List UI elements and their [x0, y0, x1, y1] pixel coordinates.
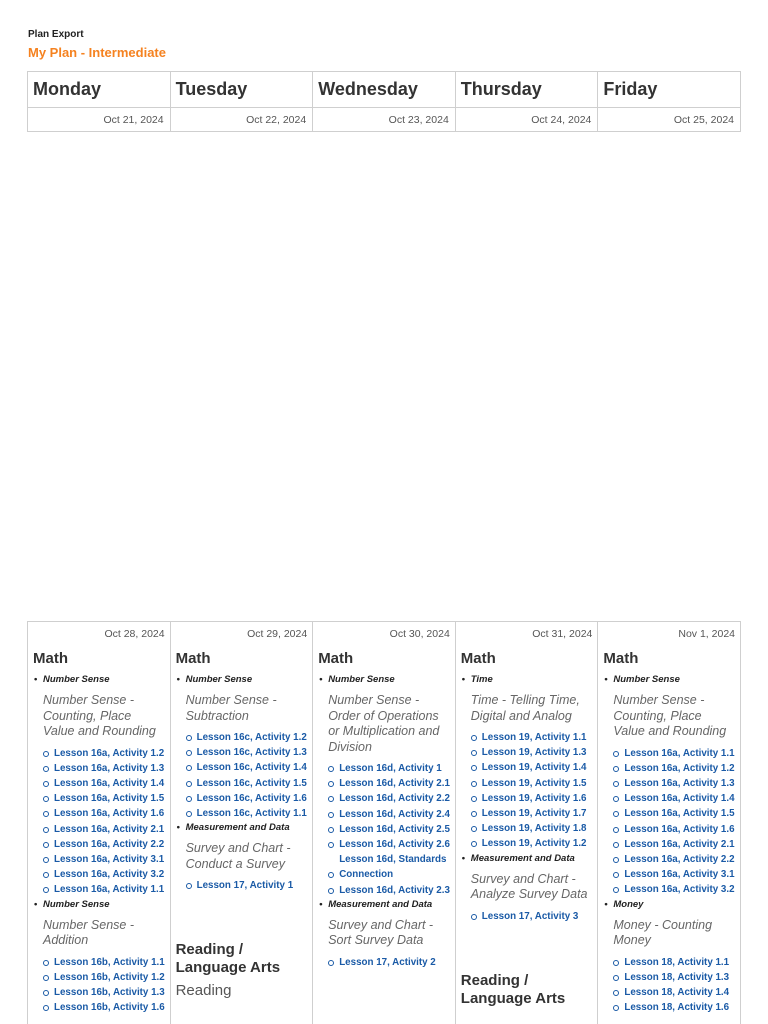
topic-title: Number Sense - Counting, Place Value and Rounding — [613, 693, 727, 738]
strand-label: • Number Sense — [176, 673, 308, 687]
topic-title: Number Sense - Counting, Place Value and Rounding — [43, 693, 156, 738]
subject-heading: Math — [318, 650, 354, 667]
activity-link[interactable]: Lesson 16a, Activity 1.5 — [43, 791, 165, 806]
activity-link[interactable]: Lesson 16a, Activity 2.2 — [613, 852, 735, 867]
activity-link[interactable]: Lesson 16d, Activity 2.6 — [328, 837, 450, 852]
activity-link[interactable]: Lesson 16c, Activity 1.5 — [186, 776, 308, 791]
strand-label: • Number Sense — [603, 673, 735, 687]
activity-link[interactable]: Lesson 16c, Activity 1.1 — [186, 806, 308, 821]
activity-link[interactable]: Lesson 18, Activity 1.4 — [613, 985, 735, 1000]
strand-label: • Number Sense — [33, 898, 165, 912]
activity-link[interactable]: Lesson 16a, Activity 1.6 — [43, 806, 165, 821]
activity-link[interactable]: Lesson 16a, Activity 1.1 — [43, 882, 165, 897]
export-label: Plan Export — [28, 29, 84, 40]
day-cell-friday — [598, 622, 741, 1024]
activity-list — [471, 730, 593, 852]
activity-list — [43, 955, 165, 1016]
activity-link[interactable]: Lesson 16a, Activity 2.1 — [43, 822, 165, 837]
date-label: Oct 28, 2024 — [104, 628, 165, 640]
activity-list — [613, 746, 735, 898]
activity-link[interactable]: Lesson 16c, Activity 1.3 — [186, 745, 308, 760]
day-header-monday: Monday — [28, 72, 171, 108]
date-label: Oct 30, 2024 — [389, 628, 450, 640]
activity-link[interactable]: Lesson 19, Activity 1.8 — [471, 821, 593, 836]
day-cell-tuesday — [170, 622, 313, 1024]
day-cell-wednesday — [313, 622, 456, 1024]
activity-link[interactable]: Lesson 16d, Activity 2.5 — [328, 822, 450, 837]
strand-label: • Measurement and Data — [176, 821, 308, 835]
topic-title: Survey and Chart - Analyze Survey Data — [470, 871, 588, 902]
activity-link[interactable]: Lesson 16a, Activity 1.2 — [43, 746, 165, 761]
activity-link[interactable]: Lesson 16a, Activity 2.1 — [613, 837, 735, 852]
activity-link[interactable]: Lesson 18, Activity 1.1 — [613, 955, 735, 970]
activity-link[interactable]: Lesson 16d, Activity 2.4 — [328, 807, 450, 822]
activity-link[interactable]: Lesson 16d, Activity 2.1 — [328, 776, 450, 791]
activity-link[interactable]: Lesson 19, Activity 1.2 — [471, 836, 593, 851]
date-label: Nov 1, 2024 — [678, 628, 735, 640]
date-cell: Oct 23, 2024 — [313, 108, 456, 132]
activity-link[interactable]: Lesson 16a, Activity 1.6 — [613, 822, 735, 837]
activity-link[interactable]: Lesson 16a, Activity 3.1 — [43, 852, 165, 867]
activity-link[interactable]: Lesson 16a, Activity 1.5 — [613, 806, 735, 821]
activity-list — [613, 955, 735, 1016]
activity-link[interactable]: Lesson 19, Activity 1.3 — [471, 745, 593, 760]
activity-link[interactable]: Lesson 16a, Activity 1.3 — [613, 776, 735, 791]
day-header-tuesday: Tuesday — [170, 72, 313, 108]
strand-label: • Money — [603, 898, 735, 912]
day-cell-thursday — [455, 622, 598, 1024]
topic-title: Survey and Chart - Sort Survey Data — [328, 917, 434, 948]
activity-link[interactable]: Lesson 16a, Activity 1.1 — [613, 746, 735, 761]
topic-title: Money - Counting Money — [613, 917, 713, 948]
subject-heading: Math — [460, 650, 496, 667]
activity-list — [328, 955, 450, 970]
week-table-2 — [27, 621, 741, 1024]
topic-title: Number Sense - Subtraction — [185, 693, 277, 723]
activity-link[interactable]: Lesson 16d, Activity 2.3 — [328, 883, 450, 898]
strand-label: • Time — [461, 673, 593, 687]
subject-heading: Math — [175, 650, 211, 667]
activity-link[interactable]: Lesson 19, Activity 1.7 — [471, 806, 593, 821]
strand-label: • Number Sense — [33, 673, 165, 687]
activity-link[interactable]: Lesson 16a, Activity 3.2 — [613, 882, 735, 897]
activity-link[interactable]: Lesson 16a, Activity 2.2 — [43, 837, 165, 852]
activity-link[interactable]: Lesson 17, Activity 1 — [186, 878, 308, 893]
activity-link[interactable]: Lesson 16d, Activity 2.2 — [328, 791, 450, 806]
topic-title: Reading — [175, 982, 232, 1000]
day-header-friday: Friday — [598, 72, 741, 108]
activity-link[interactable]: Lesson 18, Activity 1.3 — [613, 970, 735, 985]
date-cell: Oct 25, 2024 — [598, 108, 741, 132]
activity-link[interactable]: Lesson 16b, Activity 1.1 — [43, 955, 165, 970]
activity-list — [328, 852, 450, 867]
date-label: Oct 29, 2024 — [247, 628, 308, 640]
activity-link[interactable]: Lesson 17, Activity 3 — [471, 909, 593, 924]
subject-heading: Math — [603, 650, 639, 667]
date-cell: Oct 22, 2024 — [170, 108, 313, 132]
activity-list — [328, 761, 450, 852]
subject-heading: Reading / Language Arts — [460, 971, 566, 1007]
activity-list — [328, 867, 450, 897]
day-cell-monday — [28, 622, 171, 1024]
activity-link[interactable]: Lesson 16b, Activity 1.3 — [43, 985, 165, 1000]
activity-link[interactable]: Lesson 19, Activity 1.4 — [471, 760, 593, 775]
activity-link[interactable]: Lesson 19, Activity 1.1 — [471, 730, 593, 745]
strand-label: • Measurement and Data — [318, 898, 450, 912]
activity-link[interactable]: Lesson 18, Activity 1.6 — [613, 1000, 735, 1015]
activity-list — [43, 746, 165, 898]
date-cell: Oct 21, 2024 — [28, 108, 171, 132]
activity-list — [471, 909, 593, 924]
activity-link[interactable]: Lesson 16c, Activity 1.2 — [186, 730, 308, 745]
activity-link[interactable]: Lesson 16c, Activity 1.4 — [186, 760, 308, 775]
activity-link[interactable]: Lesson 16c, Activity 1.6 — [186, 791, 308, 806]
activity-link[interactable]: Lesson 16d, Standards — [339, 854, 447, 866]
topic-title: Time - Telling Time, Digital and Analog — [470, 693, 580, 723]
date-cell: Oct 24, 2024 — [455, 108, 598, 132]
day-header-wednesday: Wednesday — [313, 72, 456, 108]
activity-link[interactable]: Lesson 16a, Activity 3.1 — [613, 867, 735, 882]
activity-link[interactable]: Lesson 16a, Activity 1.4 — [43, 776, 165, 791]
activity-list — [186, 878, 308, 893]
day-header-thursday: Thursday — [455, 72, 598, 108]
activity-link[interactable]: Lesson 19, Activity 1.5 — [471, 776, 593, 791]
activity-link[interactable]: Lesson 16b, Activity 1.6 — [43, 1000, 165, 1015]
activity-link[interactable]: Lesson 17, Activity 2 — [328, 955, 450, 970]
activity-link[interactable]: Lesson 16a, Activity 3.2 — [43, 867, 165, 882]
topic-title: Number Sense - Order of Operations or Multiplication and Division — [328, 693, 440, 754]
topic-title: Number Sense - Addition — [43, 917, 135, 948]
activity-link[interactable]: Lesson 16b, Activity 1.2 — [43, 970, 165, 985]
strand-label: • Measurement and Data — [461, 852, 593, 866]
activity-link[interactable]: Lesson 19, Activity 1.6 — [471, 791, 593, 806]
subject-heading: Math — [33, 650, 68, 667]
plan-title: My Plan - Intermediate — [28, 45, 166, 60]
activity-link[interactable]: Lesson 16a, Activity 1.2 — [613, 761, 735, 776]
topic-title: Survey and Chart - Conduct a Survey — [185, 841, 291, 871]
activity-list — [186, 730, 308, 821]
activity-link[interactable]: Lesson 16a, Activity 1.3 — [43, 761, 165, 776]
activity-link[interactable]: Lesson 16a, Activity 1.4 — [613, 791, 735, 806]
subject-heading: Reading / Language Arts — [175, 941, 281, 977]
date-label: Oct 31, 2024 — [532, 628, 593, 640]
week-table-1 — [27, 71, 741, 132]
activity-link[interactable]: Lesson 16d, Activity 1 — [328, 761, 450, 776]
strand-label: • Number Sense — [318, 673, 450, 687]
activity-link[interactable]: Connection — [328, 867, 450, 882]
